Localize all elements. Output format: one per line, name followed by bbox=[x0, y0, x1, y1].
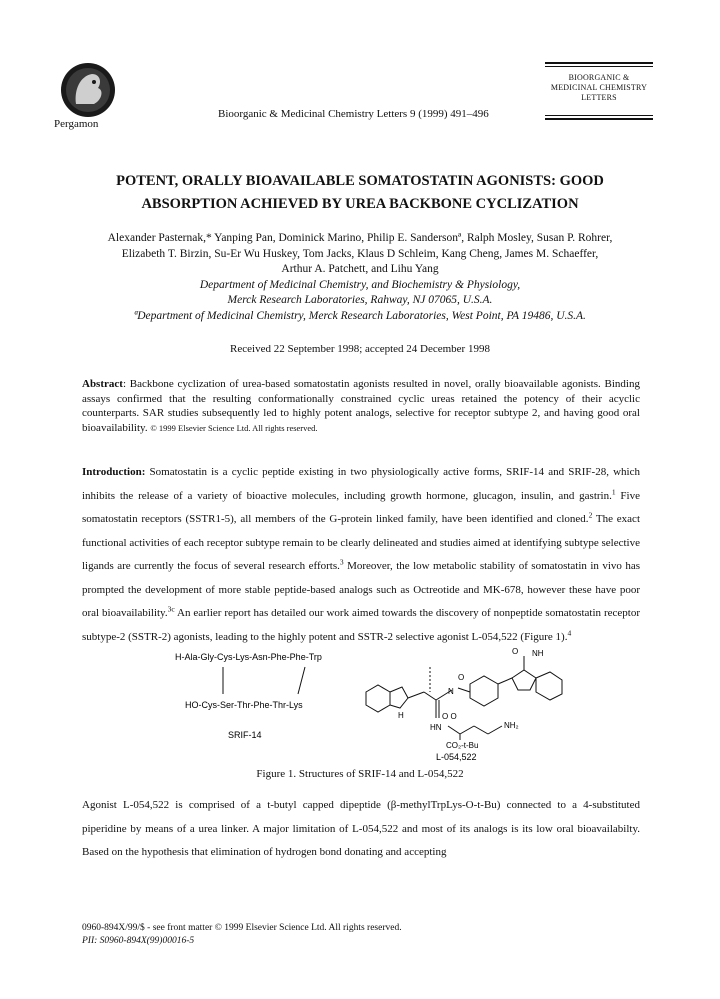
srif-top-sequence: H-Ala-Gly-Cys-Lys-Asn-Phe-Phe-Trp bbox=[175, 652, 322, 662]
figure-caption: Figure 1. Structures of SRIF-14 and L-054,522 bbox=[256, 768, 464, 780]
indole-pyrrole-ring bbox=[390, 687, 408, 708]
l054-label: L-054,522 bbox=[436, 752, 477, 762]
benzimidazolone-benzene bbox=[536, 672, 562, 700]
journal-box-line-3: LETTERS bbox=[581, 93, 617, 102]
authors-line-3: Arthur A. Patchett, and Lihu Yang bbox=[281, 263, 439, 275]
intro-text-1: Somatostatin is a cyclic peptide existing in two physiologically active forms, SRIF-14 and SRIF-28, which inhibits the release of a variety of bioactive molecules, including growth hormone, glucagon, insulin, and gastrin. bbox=[82, 466, 640, 502]
title-line-2: ABSORPTION ACHIEVED BY UREA BACKBONE CYCLIZATION bbox=[141, 196, 579, 212]
author-block bbox=[60, 231, 660, 324]
srif-bottom-sequence: HO-Cys-Ser-Thr-Phe-Thr-Lys bbox=[185, 700, 303, 710]
atom-oo: O O bbox=[442, 712, 457, 721]
affiliation-1: Department of Medicinal Chemistry, and Biochemistry & Physiology, bbox=[199, 278, 521, 291]
intro-text-2: Five somatostatin receptors (SSTR1-5), all members of the G-protein linked family, have been identified and cloned. bbox=[82, 489, 640, 525]
received-dates: Received 22 September 1998; accepted 24 December 1998 bbox=[230, 343, 490, 355]
atom-o-urea: O bbox=[458, 673, 465, 682]
atom-n-urea: N bbox=[448, 687, 454, 696]
srif-lys-trp-bond bbox=[298, 667, 305, 694]
journal-box-line-1: BIOORGANIC & bbox=[568, 73, 630, 82]
atom-co2-tbu: CO₂-t-Bu bbox=[446, 741, 479, 750]
elsevier-logo bbox=[54, 60, 124, 120]
ref-3c: 3c bbox=[167, 604, 175, 614]
atom-nh2: NH₂ bbox=[504, 721, 519, 730]
publisher-name: Pergamon bbox=[54, 118, 99, 130]
srif-label: SRIF-14 bbox=[228, 730, 262, 740]
footer-pii: PII: S0960-894X(99)00016-5 bbox=[82, 936, 195, 946]
ref-3: 3 bbox=[339, 557, 344, 567]
journal-box-line-2: MEDICINAL CHEMISTRY bbox=[550, 83, 648, 92]
page-footer bbox=[82, 922, 402, 948]
title-line-1: POTENT, ORALLY BIOAVAILABLE SOMATOSTATIN AGONISTS: GOOD bbox=[116, 173, 604, 189]
affiliation-2: Merck Research Laboratories, Rahway, NJ 07065, U.S.A. bbox=[227, 294, 493, 306]
abstract-copyright: © 1999 Elsevier Science Ltd. All rights reserved. bbox=[150, 423, 318, 434]
ref-4: 4 bbox=[567, 627, 572, 637]
atom-h-indole: H bbox=[398, 711, 404, 720]
ref-1: 1 bbox=[611, 486, 616, 496]
intro-text-3: The exact functional activities of each receptor subtype remain to be clearly delineated and studies aimed at identifying subtype selective ligands are currently the focus of several research efforts. bbox=[82, 513, 640, 572]
atom-nh-top: NH bbox=[532, 649, 544, 658]
abstract-text: : Backbone cyclization of urea-based somatostatin agonists resulted in novel, orally bioavailable agonists. Binding assays confirmed that the resulting conformationally constrained cyclic ureas retained the potency of their acyclic counterparts. SAR studies subsequently led to highly potent analogs, selective for receptor subtype 2, and having good oral bioavailability. bbox=[82, 378, 640, 435]
atom-o-carbonyl: O bbox=[512, 647, 519, 656]
indole-benzene-ring bbox=[366, 685, 390, 712]
abstract-label: Abstract bbox=[82, 378, 123, 390]
figure-structures bbox=[140, 642, 600, 762]
authors-line-1: Alexander Pasternak,* Yanping Pan, Dominick Marino, Philip E. Sandersonª, Ralph Mosley, Susan P. Rohrer, bbox=[107, 232, 613, 244]
body-paragraph-2: Agonist L-054,522 is comprised of a t-butyl capped dipeptide (β-methylTrpLys-O-t-Bu) connected to a 4-substituted piperidine by means of a urea linker. A major limitation of L-054,522 and most of its analogs is its low oral bioavailabilty. Based on the hypothesis that elimination of hydrogen bond donating and accepting bbox=[82, 799, 640, 858]
paper-title bbox=[60, 170, 660, 216]
intro-text-5: An earlier report has detailed our work aimed towards the discovery of nonpeptide somatostatin receptor subtype-2 (SSTR-2) agonists, leading to the highly potent and SSTR-2 selective agonist L-054,522 (Figure 1). bbox=[82, 607, 640, 643]
figure-1 bbox=[140, 642, 600, 762]
ref-2: 2 bbox=[588, 510, 593, 520]
introduction bbox=[82, 461, 640, 649]
intro-text-4: Moreover, the low metabolic stability of somatostatin in vivo has prompted the development of more stable peptide-based analogs such as Octreotide and MK-678, however these have poor oral bioavailability. bbox=[82, 560, 640, 619]
abstract bbox=[82, 377, 640, 436]
atom-hn: HN bbox=[430, 723, 442, 732]
intro-label: Introduction: bbox=[82, 466, 146, 478]
benzimidazolone-ring bbox=[512, 670, 536, 690]
l054522-structure bbox=[366, 656, 562, 740]
journal-box bbox=[545, 62, 653, 122]
journal-citation: Bioorganic & Medicinal Chemistry Letters 9 (1999) 491–496 bbox=[218, 108, 489, 120]
authors-line-2: Elizabeth T. Birzin, Su-Er Wu Huskey, Tom Jacks, Klaus D Schleim, Kang Cheng, James M. Schaeffer, bbox=[121, 247, 599, 260]
footer-copyright: 0960-894X/99/$ - see front matter © 1999 Elsevier Science Ltd. All rights reserved. bbox=[82, 923, 402, 933]
piperidine-ring bbox=[470, 676, 498, 706]
affiliation-3: ªDepartment of Medicinal Chemistry, Merck Research Laboratories, West Point, PA 19486, U.S.A. bbox=[134, 309, 586, 322]
